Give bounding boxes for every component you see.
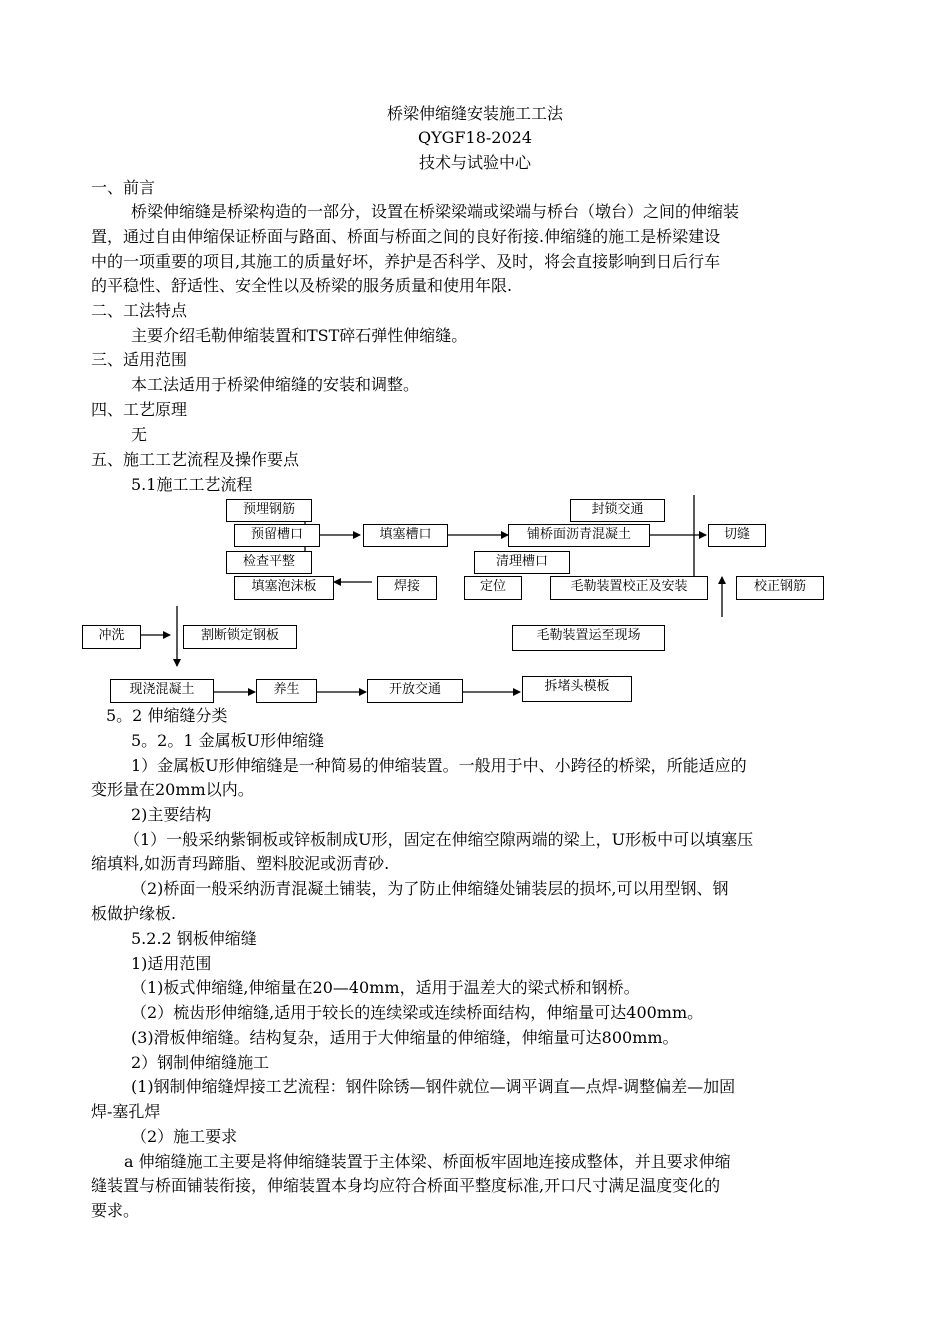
u-joint-para4-line1: （2)桥面一般采纳沥青混凝土铺装，为了防止伸缩缝处铺装层的损坏,可以用型钢、钢 [131,879,729,898]
steel-joint-comb-type: （2）梳齿形伸缩缝,适用于较长的连续梁或连续桥面结构，伸缩量可达400mm。 [131,1003,704,1022]
section-heading-principle: 四、工艺原理 [91,400,188,419]
preface-line-4: 的平稳性、舒适性、安全性以及桥梁的服务质量和使用年限. [91,276,513,295]
flow-box-clean-groove: 清理槽口 [474,551,570,574]
preface-line-2: 置，通过自由伸缩保证桥面与路面、桥面与桥面之间的良好衔接.伸缩缝的施工是桥梁建设 [91,227,721,246]
flow-box-reserve-groove: 预留槽口 [234,524,320,547]
section-heading-preface: 一、前言 [91,178,156,197]
flow-box-fill-groove: 填塞槽口 [363,524,448,547]
construction-requirements: （2）施工要求 [131,1127,238,1146]
flow-box-close-traffic: 封锁交通 [570,499,665,522]
welding-process-line2: 焊-塞孔焊 [91,1102,161,1121]
flow-box-mauer-transport: 毛勒装置运至现场 [512,625,665,651]
flow-box-curing: 养生 [256,679,317,703]
flow-box-check-flatness: 检查平整 [226,551,312,574]
u-joint-para1-line2: 变形量在20mm以内。 [91,780,254,799]
document-code: QYGF18-2024 [417,128,533,147]
flow-box-positioning: 定位 [464,576,522,600]
section-heading-features: 二、工法特点 [91,301,188,320]
u-joint-para4-line2: 板做护缘板. [91,904,177,923]
requirement-a-line3: 要求。 [91,1201,140,1220]
steel-joint-construction: 2）钢制伸缩缝施工 [131,1053,270,1072]
preface-line-3: 中的一项重要的项目,其施工的质量好坏，养护是否科学、及时，将会直接影响到日后行车 [91,252,721,271]
preface-line-1: 桥梁伸缩缝是桥梁构造的一部分，设置在桥梁梁端或梁端与桥台（墩台）之间的伸缩装 [131,202,740,221]
section-heading-scope: 三、适用范围 [91,350,188,369]
flow-box-mauer-adjust-install: 毛勒装置校正及安装 [550,576,708,600]
flow-box-cast-concrete: 现浇混凝土 [110,679,214,703]
flow-box-open-traffic: 开放交通 [367,679,463,703]
u-joint-para3-line1: （1）一般采纳紫铜板或锌板制成U形，固定在伸缩空隙两端的梁上，U形板中可以填塞压 [124,830,754,849]
section-heading-joint-types: 5。2 伸缩缝分类 [106,706,228,725]
welding-process-line1: (1)钢制伸缩缝焊接工艺流程：钢件除锈—钢件就位—调平调直—点焊-调整偏差—加固 [131,1077,736,1096]
u-joint-para3-line2: 缩填料,如沥青玛蹄脂、塑料胶泥或沥青砂. [91,854,390,873]
subsection-process-flow: 5.1施工工艺流程 [131,475,253,494]
subsection-steel-joint: 5.2.2 钢板伸缩缝 [131,929,257,948]
u-joint-main-structure: 2)主要结构 [131,805,212,824]
flow-box-rinse: 冲洗 [82,625,141,649]
flow-box-asphalt-paving: 铺桥面沥青混凝土 [508,524,650,547]
features-text: 主要介绍毛勒伸缩装置和TST碎石弹性伸缩缝。 [131,326,468,345]
section-heading-process: 五、施工工艺流程及操作要点 [91,450,300,469]
subsection-u-joint: 5。2。1 金属板U形伸缩缝 [131,731,325,750]
flow-box-remove-end-forms: 拆堵头模板 [522,676,632,702]
document-title: 桥梁伸缩缝安装施工工法 [386,104,563,123]
flow-box-correct-rebar: 校正钢筋 [736,576,824,600]
scope-text: 本工法适用于桥梁伸缩缝的安装和调整。 [131,375,420,394]
steel-joint-slide-type: (3)滑板伸缩缝。结构复杂，适用于大伸缩量的伸缩缝，伸缩量可达800mm。 [131,1028,679,1047]
requirement-a-line2: 缝装置与桥面铺装衔接，伸缩装置本身均应符合桥面平整度标准,开口尺寸满足温度变化的 [91,1176,721,1195]
flow-box-fill-foam: 填塞泡沫板 [234,576,334,600]
flow-box-cut-lock-plate: 割断锁定钢板 [183,625,297,649]
steel-joint-plate-type: （1)板式伸缩缝,伸缩量在20—40mm，适用于温差大的梁式桥和钢桥。 [131,978,640,997]
principle-text: 无 [131,425,148,444]
requirement-a-line1: a 伸缩缝施工主要是将伸缩缝装置于主体梁、桥面板牢固地连接成整体，并且要求伸缩 [124,1152,731,1171]
document-department: 技术与试验中心 [418,153,531,172]
flow-box-embed-rebar: 预埋钢筋 [226,499,312,522]
steel-joint-scope: 1)适用范围 [131,954,212,973]
flow-box-welding: 焊接 [377,576,437,600]
u-joint-para1-line1: 1）金属板U形伸缩缝是一种简易的伸缩装置。一般用于中、小跨径的桥梁，所能适应的 [131,756,747,775]
flow-box-cut-joint: 切缝 [708,524,766,547]
